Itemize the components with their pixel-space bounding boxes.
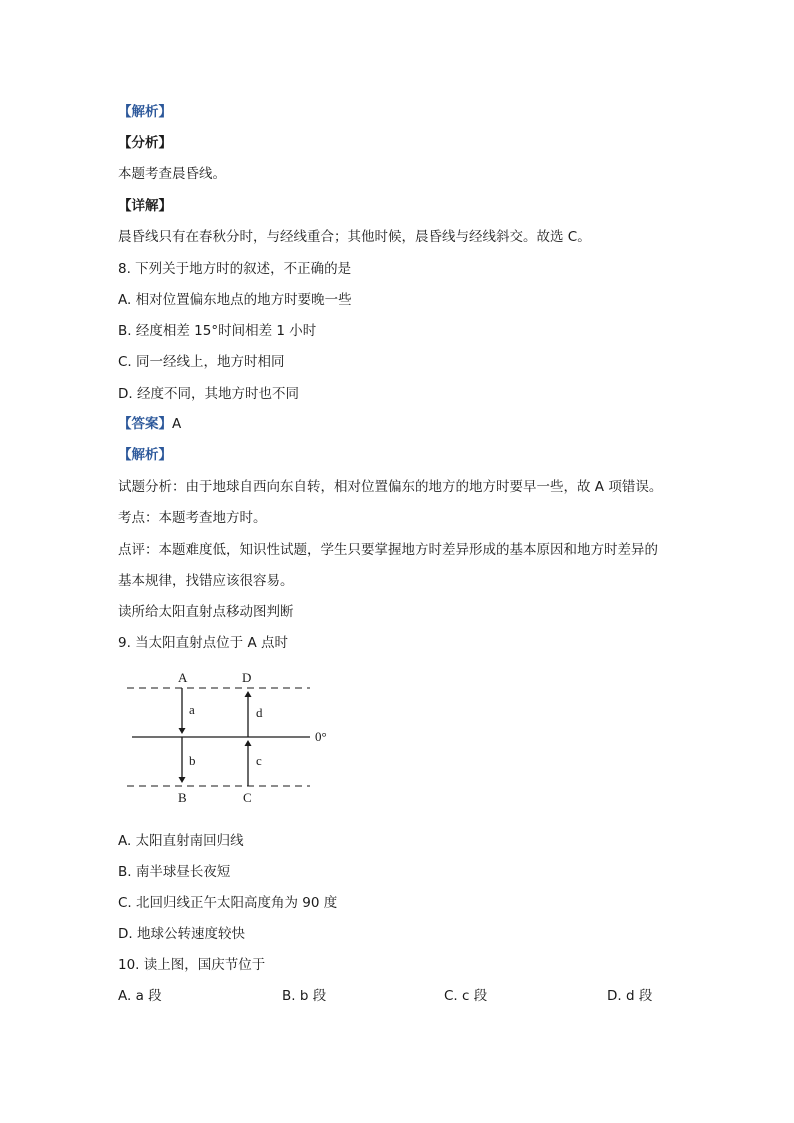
- question-10-option-a: A. a 段: [118, 988, 162, 1004]
- analysis-line-1: 试题分析：由于地球自西向东自转，相对位置偏东的地方的地方时要早一些，故 A 项错误。: [118, 479, 663, 495]
- label-C: C: [243, 790, 252, 805]
- answer-value: A: [172, 416, 182, 432]
- question-9-option-c: C. 北回归线正午太阳高度角为 90 度: [118, 895, 338, 911]
- question-8-stem: 8. 下列关于地方时的叙述，不正确的是: [118, 261, 352, 277]
- sun-point-diagram: [120, 668, 340, 808]
- analysis-line-3: 点评：本题难度低，知识性试题，学生只要掌握地方时差异形成的基本原因和地方时差异的: [118, 542, 658, 558]
- fenxi-text: 本题考查晨昏线。: [118, 166, 226, 182]
- question-10-option-b: B. b 段: [282, 988, 327, 1004]
- label-equator: 0°: [315, 729, 327, 744]
- question-8-option-d: D. 经度不同，其地方时也不同: [118, 386, 299, 402]
- label-d: d: [256, 705, 263, 720]
- question-9-option-a: A. 太阳直射南回归线: [118, 833, 244, 849]
- section-heading-xiangjie: 【详解】: [118, 198, 172, 214]
- intro-text: 读所给太阳直射点移动图判断: [118, 604, 294, 620]
- answer-line: [118, 415, 181, 433]
- question-10-option-d: D. d 段: [607, 988, 653, 1004]
- label-c: c: [256, 753, 262, 768]
- analysis-line-4: 基本规律，找错应该很容易。: [118, 573, 294, 589]
- bracket: 】: [158, 104, 172, 120]
- question-9-stem: 9. 当太阳直射点位于 A 点时: [118, 635, 288, 651]
- question-8-option-b: B. 经度相差 15°时间相差 1 小时: [118, 323, 317, 339]
- label-B: B: [178, 790, 187, 805]
- section-heading-analysis-2: 【解析】: [118, 447, 172, 463]
- label-a: a: [189, 702, 195, 717]
- analysis-line-2: 考点：本题考查地方时。: [118, 510, 267, 526]
- section-heading-fenxi: 【分析】: [118, 135, 172, 151]
- label-A: A: [178, 670, 188, 685]
- question-8-option-a: A. 相对位置偏东地点的地方时要晚一些: [118, 292, 352, 308]
- label-b: b: [189, 753, 196, 768]
- question-9-option-b: B. 南半球昼长夜短: [118, 864, 231, 880]
- question-9-option-d: D. 地球公转速度较快: [118, 926, 245, 942]
- section-heading-analysis: [118, 103, 172, 121]
- question-10-stem: 10. 读上图，国庆节位于: [118, 957, 266, 973]
- label-D: D: [242, 670, 252, 685]
- xiangjie-text: 晨昏线只有在春秋分时，与经线重合；其他时候，晨昏线与经线斜交。故选 C。: [118, 229, 591, 245]
- question-8-option-c: C. 同一经线上，地方时相同: [118, 354, 285, 370]
- heading-label: 解析: [131, 104, 159, 120]
- question-10-option-c: C. c 段: [444, 988, 488, 1004]
- bracket: 【: [118, 104, 132, 120]
- answer-tag: 【答案】: [118, 416, 172, 432]
